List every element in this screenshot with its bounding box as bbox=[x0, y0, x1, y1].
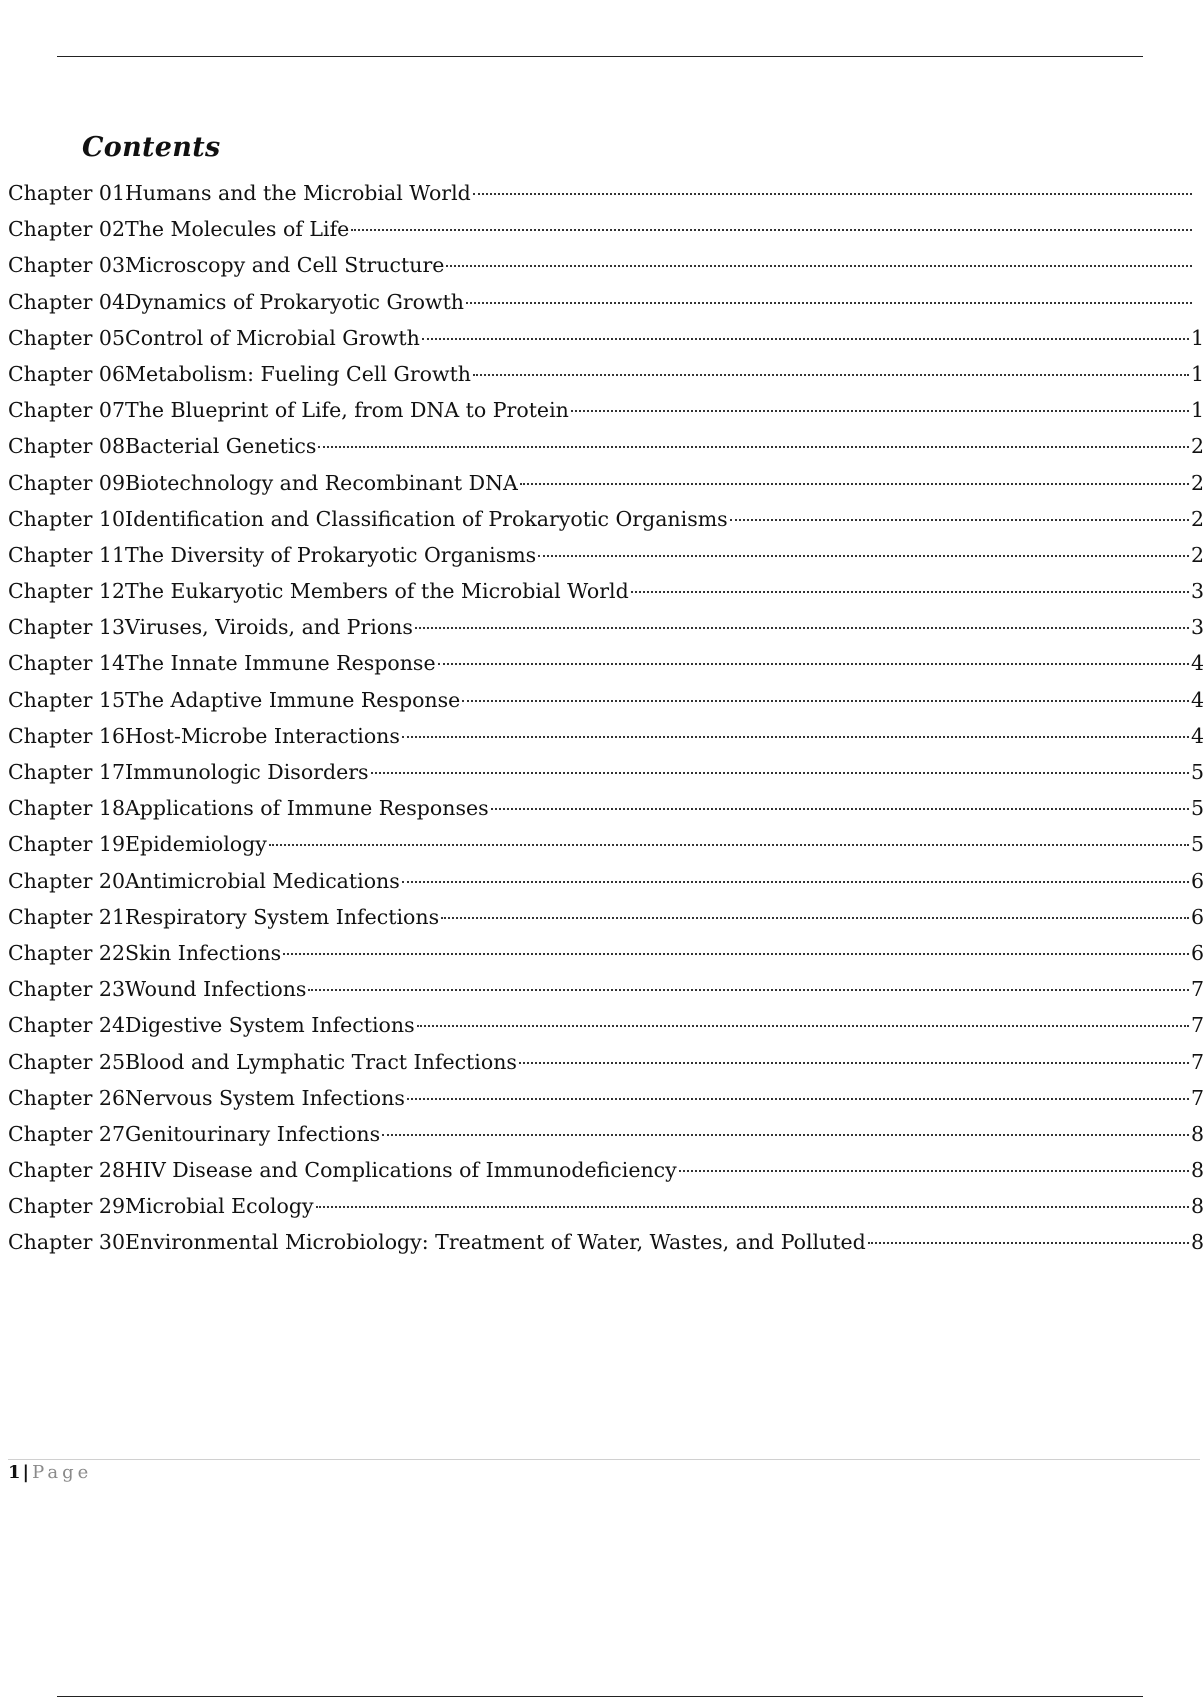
toc-entry-title: Chapter 21Respiratory System Infections bbox=[8, 904, 440, 929]
toc-entry-title: Chapter 19Epidemiology bbox=[8, 832, 267, 857]
toc-entry-page-number: 7 bbox=[1190, 977, 1204, 1002]
toc-entry-page-number: 7 bbox=[1190, 1049, 1204, 1074]
toc-entry-page-number: 8 bbox=[1190, 1158, 1204, 1183]
toc-entry-title: Chapter 17Immunologic Disorders bbox=[8, 760, 369, 784]
toc-dot-leader bbox=[466, 302, 1192, 304]
toc-entry[interactable] bbox=[8, 904, 1204, 941]
header-rule bbox=[57, 56, 1143, 57]
toc-dot-leader bbox=[402, 881, 1189, 883]
toc-entry[interactable] bbox=[8, 868, 1204, 905]
toc-dot-leader bbox=[520, 483, 1189, 485]
toc-entry-title: Chapter 04Dynamics of Prokaryotic Growth bbox=[8, 289, 465, 314]
footer-separator: | bbox=[22, 1462, 30, 1483]
toc-entry[interactable] bbox=[8, 615, 1204, 651]
toc-entry[interactable] bbox=[8, 651, 1204, 687]
toc-entry-title: Chapter 11The Diversity of Prokaryotic Organisms bbox=[8, 542, 537, 567]
toc-dot-leader bbox=[417, 1025, 1189, 1027]
toc-entry-title: Chapter 14The Innate Immune Response bbox=[8, 651, 436, 676]
toc-dot-leader bbox=[422, 338, 1189, 340]
toc-dot-leader bbox=[402, 736, 1189, 738]
contents-heading: Contents bbox=[82, 132, 221, 163]
toc-entry-page-number: 5 bbox=[1190, 760, 1204, 784]
toc-dot-leader bbox=[473, 374, 1189, 376]
toc-entry[interactable] bbox=[8, 977, 1204, 1013]
toc-entry[interactable] bbox=[8, 542, 1204, 579]
toc-dot-leader bbox=[351, 229, 1192, 231]
toc-entry[interactable] bbox=[8, 181, 1200, 217]
toc-entry-title: Chapter 26Nervous System Infections bbox=[8, 1085, 405, 1110]
toc-entry-page-number: 6 bbox=[1190, 868, 1204, 893]
page-bottom-rule bbox=[57, 1696, 1143, 1697]
toc-entry-title: Chapter 29Microbial Ecology bbox=[8, 1194, 314, 1219]
toc-dot-leader bbox=[462, 700, 1189, 702]
toc-entry[interactable] bbox=[8, 1049, 1204, 1086]
toc-entry-title: Chapter 20Antimicrobial Medications bbox=[8, 868, 400, 893]
toc-entry[interactable] bbox=[8, 796, 1204, 832]
toc-dot-leader bbox=[318, 446, 1189, 448]
toc-entry-page-number: 1 bbox=[1190, 325, 1204, 350]
toc-entry[interactable] bbox=[8, 1013, 1204, 1049]
toc-entry-title: Chapter 15The Adaptive Immune Response bbox=[8, 687, 461, 712]
toc-entry-title: Chapter 09Biotechnology and Recombinant DNA bbox=[8, 470, 518, 495]
toc-entry-title: Chapter 24Digestive System Infections bbox=[8, 1013, 415, 1038]
footer-page-number: 1 bbox=[8, 1462, 21, 1483]
toc-dot-leader bbox=[283, 953, 1189, 955]
toc-entry-page-number: 8 bbox=[1190, 1121, 1204, 1146]
toc-entry-page-number: 3 bbox=[1190, 615, 1204, 640]
toc-entry-page-number: 1 bbox=[1190, 361, 1204, 386]
toc-entry-title: Chapter 05Control of Microbial Growth bbox=[8, 325, 420, 350]
toc-entry-title: Chapter 18Applications of Immune Responses bbox=[8, 796, 489, 821]
toc-entry[interactable] bbox=[8, 1085, 1204, 1122]
toc-dot-leader bbox=[679, 1170, 1189, 1172]
footer-rule bbox=[8, 1459, 1200, 1460]
toc-entry-title: Chapter 07The Blueprint of Life, from DNA to Protein bbox=[8, 398, 569, 423]
toc-entry-page-number: 4 bbox=[1190, 687, 1204, 712]
toc-dot-leader bbox=[308, 989, 1189, 991]
toc-entry-title: Chapter 01Humans and the Microbial World bbox=[8, 181, 471, 205]
toc-entry-page-number: 8 bbox=[1190, 1230, 1204, 1255]
toc-entry[interactable] bbox=[8, 325, 1204, 362]
toc-entry-page-number: 4 bbox=[1190, 723, 1204, 748]
page-footer bbox=[8, 1462, 92, 1483]
toc-dot-leader bbox=[868, 1242, 1189, 1244]
toc-entry-page-number: 2 bbox=[1190, 542, 1204, 567]
toc-dot-leader bbox=[571, 410, 1189, 412]
toc-entry[interactable] bbox=[8, 253, 1200, 289]
toc-entry[interactable] bbox=[8, 1230, 1204, 1266]
toc-dot-leader bbox=[538, 555, 1189, 557]
toc-entry[interactable] bbox=[8, 832, 1204, 868]
toc-entry-page-number: 6 bbox=[1190, 904, 1204, 929]
toc-entry[interactable] bbox=[8, 434, 1204, 470]
toc-dot-leader bbox=[519, 1062, 1189, 1064]
toc-entry-page-number: 5 bbox=[1190, 796, 1204, 821]
toc-entry-page-number: 1 bbox=[1190, 398, 1204, 423]
toc-dot-leader bbox=[371, 772, 1189, 774]
toc-entry[interactable] bbox=[8, 940, 1204, 977]
toc-entry-title: Chapter 16Host-Microbe Interactions bbox=[8, 723, 400, 748]
toc-dot-leader bbox=[446, 265, 1192, 267]
toc-dot-leader bbox=[407, 1098, 1189, 1100]
toc-entry-page-number: 2 bbox=[1190, 470, 1204, 495]
toc-entry[interactable] bbox=[8, 217, 1200, 253]
toc-dot-leader bbox=[415, 627, 1189, 629]
toc-entry-title: Chapter 23Wound Infections bbox=[8, 977, 307, 1002]
toc-entry-title: Chapter 02The Molecules of Life bbox=[8, 217, 350, 242]
toc-dot-leader bbox=[438, 663, 1189, 665]
toc-dot-leader bbox=[473, 193, 1192, 195]
toc-entry-page-number: 8 bbox=[1190, 1194, 1204, 1219]
table-of-contents bbox=[8, 181, 1204, 1267]
toc-entry-title: Chapter 12The Eukaryotic Members of the Microbial World bbox=[8, 579, 629, 604]
toc-entry-title: Chapter 06Metabolism: Fueling Cell Growth bbox=[8, 361, 472, 386]
toc-entry[interactable] bbox=[8, 361, 1204, 398]
toc-dot-leader bbox=[382, 1134, 1189, 1136]
toc-dot-leader bbox=[730, 519, 1189, 521]
toc-entry-title: Chapter 10Identification and Classification of Prokaryotic Organisms bbox=[8, 506, 728, 531]
toc-entry-page-number: 3 bbox=[1190, 579, 1204, 604]
toc-entry-title: Chapter 28HIV Disease and Complications of Immunodeficiency bbox=[8, 1158, 677, 1183]
footer-page-label: Page bbox=[32, 1462, 93, 1483]
toc-entry[interactable] bbox=[8, 470, 1204, 507]
toc-entry-title: Chapter 08Bacterial Genetics bbox=[8, 434, 317, 459]
toc-entry[interactable] bbox=[8, 760, 1204, 796]
toc-entry-title: Chapter 13Viruses, Viroids, and Prions bbox=[8, 615, 413, 640]
toc-entry-page-number: 2 bbox=[1190, 506, 1204, 531]
toc-entry-page-number: 2 bbox=[1190, 434, 1204, 459]
toc-entry-title: Chapter 03Microscopy and Cell Structure bbox=[8, 253, 445, 278]
toc-entry-page-number: 4 bbox=[1190, 651, 1204, 676]
toc-entry-page-number: 7 bbox=[1190, 1013, 1204, 1038]
toc-dot-leader bbox=[441, 917, 1189, 919]
toc-entry[interactable] bbox=[8, 579, 1204, 615]
toc-entry[interactable] bbox=[8, 723, 1204, 760]
toc-entry[interactable] bbox=[8, 1121, 1204, 1158]
toc-entry-page-number: 7 bbox=[1190, 1085, 1204, 1110]
toc-entry-page-number: 6 bbox=[1190, 940, 1204, 965]
toc-dot-leader bbox=[491, 808, 1189, 810]
toc-dot-leader bbox=[269, 844, 1189, 846]
toc-entry-page-number: 5 bbox=[1190, 832, 1204, 857]
toc-entry[interactable] bbox=[8, 1194, 1204, 1230]
toc-entry-title: Chapter 25Blood and Lymphatic Tract Infections bbox=[8, 1049, 517, 1074]
toc-dot-leader bbox=[316, 1206, 1189, 1208]
toc-entry-title: Chapter 27Genitourinary Infections bbox=[8, 1121, 381, 1146]
toc-entry[interactable] bbox=[8, 506, 1204, 543]
toc-entry[interactable] bbox=[8, 1158, 1204, 1194]
toc-entry[interactable] bbox=[8, 687, 1204, 724]
toc-entry[interactable] bbox=[8, 290, 1200, 326]
toc-dot-leader bbox=[631, 591, 1189, 593]
toc-entry-title: Chapter 22Skin Infections bbox=[8, 940, 282, 965]
toc-entry[interactable] bbox=[8, 398, 1204, 434]
toc-entry-title: Chapter 30Environmental Microbiology: Treatment of Water, Wastes, and Polluted bbox=[8, 1230, 866, 1255]
